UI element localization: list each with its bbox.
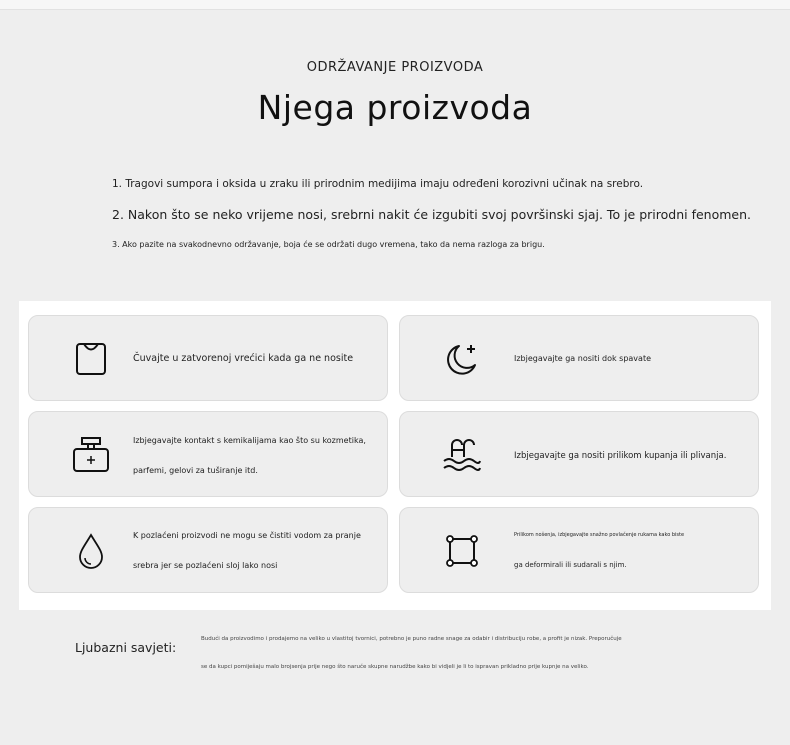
intro-line-3: 3. Ako pazite na svakodnevno održavanje, boja će se održati dugo vremena, tako da nema razloga za brigu. — [112, 240, 545, 249]
care-card-text-line-1: K pozlaćeni proizvodi ne mogu se čistiti vodom za pranje — [133, 531, 361, 540]
care-card-text-line-2: parfemi, gelovi za tuširanje itd. — [133, 466, 258, 475]
frame-square-icon — [442, 531, 482, 571]
care-card-text: Čuvajte u zatvorenoj vrećici kada ga ne nosite — [133, 353, 354, 364]
swimming-pool-icon — [442, 435, 482, 475]
care-card-text-line-1: Prilikom nošenja, izbjegavajte snažno povlačenje rukama kako biste — [514, 532, 685, 538]
care-card-text-line-2: ga deformirali ili sudarali s njim. — [514, 561, 627, 569]
care-card-sleep — [399, 315, 759, 401]
care-card-text: Izbjegavajte ga nositi dok spavate — [514, 354, 651, 363]
care-card-text-line-1: Izbjegavajte kontakt s kemikalijama kao što su kozmetika, — [133, 436, 366, 445]
page-title: Njega proizvoda — [257, 88, 533, 127]
care-card-chemicals — [28, 411, 388, 497]
care-card-text: Izbjegavajte ga nositi prilikom kupanja ili plivanja. — [514, 451, 727, 461]
care-card-bag — [28, 315, 388, 401]
care-card-deform — [399, 507, 759, 593]
section-eyebrow: ODRŽAVANJE PROIZVODA — [306, 60, 484, 75]
top-bar — [0, 0, 790, 10]
care-card-swimming — [399, 411, 759, 497]
tips-text-line-2: se da kupci pomiješaju malo brojsenja prije nego što naruče skupne narudžbe kako bi vidjeli je li to ispravan prikladno prije kupnje na veliko. — [201, 664, 589, 670]
tips-text-line-1: Budući da proizvodimo i prodajemo na veliko u vlastitoj tvornici, potrebno je puno radne snage za odabir i distribuciju robe, a profit je nizak. Preporučuje — [201, 636, 622, 642]
care-card-washing — [28, 507, 388, 593]
intro-line-1: 1. Tragovi sumpora i oksida u zraku ili prirodnim medijima imaju određeni korozivni učinak na srebro. — [112, 178, 644, 190]
care-tips-panel — [19, 301, 771, 610]
water-drop-icon — [71, 531, 111, 571]
perfume-bottle-icon — [71, 435, 111, 475]
moon-sparkle-icon — [442, 339, 482, 379]
tips-label: Ljubazni savjeti: — [75, 640, 177, 655]
care-card-text-line-2: srebra jer se pozlaćeni sloj lako nosi — [133, 561, 278, 570]
bag-icon — [71, 339, 111, 379]
intro-line-2: 2. Nakon što se neko vrijeme nosi, srebrni nakit će izgubiti svoj površinski sjaj. To je prirodni fenomen. — [112, 207, 751, 222]
